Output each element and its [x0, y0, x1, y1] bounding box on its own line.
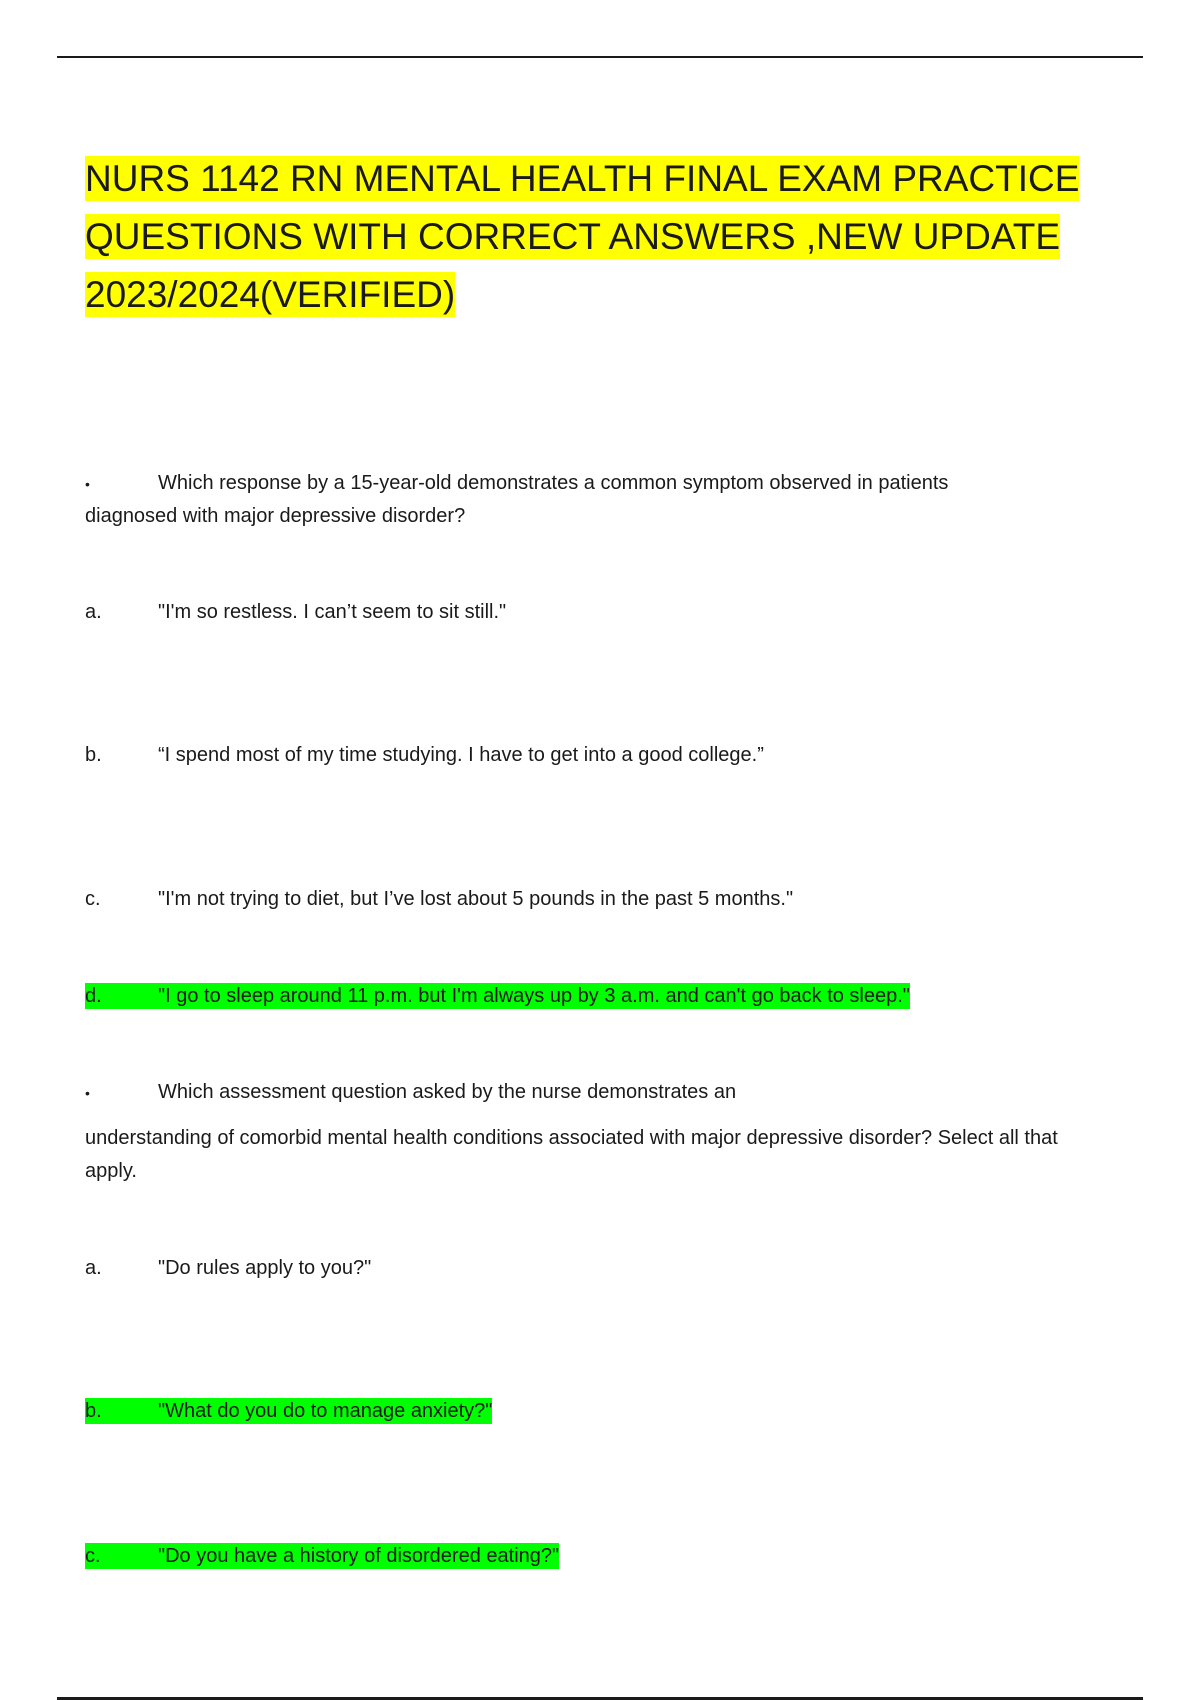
bullet-icon: •: [85, 475, 90, 492]
option-letter: c.: [85, 888, 101, 910]
option-letter: a.: [85, 1257, 102, 1279]
correct-answer-highlight: [85, 1398, 492, 1424]
question-1-option-c: [85, 886, 793, 912]
correct-answer-highlight: [85, 983, 910, 1009]
option-text: "I go to sleep around 11 p.m. but I'm always up by 3 a.m. and can't go back to sleep.": [158, 985, 910, 1007]
question-2-continuation: understanding of comorbid mental health conditions associated with major depressive disorder? Select all that apply.: [85, 1127, 1058, 1182]
question-1-option-b: [85, 742, 764, 768]
question-1-option-a: [85, 599, 506, 625]
question-1-first-line: Which response by a 15-year-old demonstrates a common symptom observed in patients: [158, 472, 949, 494]
option-text: "I'm not trying to diet, but I’ve lost about 5 pounds in the past 5 months.": [158, 888, 794, 910]
question-2-first-line: Which assessment question asked by the nurse demonstrates an: [158, 1081, 737, 1103]
option-letter: a.: [85, 601, 102, 623]
question-2-option-b-correct: [85, 1398, 492, 1424]
correct-answer-highlight: [85, 1543, 559, 1569]
option-letter: b.: [85, 1400, 102, 1422]
question-1-stem: [85, 470, 948, 497]
question-1-option-d-correct: [85, 983, 910, 1009]
title-highlight: NURS 1142 RN MENTAL HEALTH FINAL EXAM PRACTICE QUESTIONS WITH CORRECT ANSWERS ,NEW UPDATE 2023/2024(VERIFIED): [85, 158, 1080, 315]
option-text: "Do you have a history of disordered eating?": [158, 1545, 560, 1567]
top-rule: [57, 56, 1143, 58]
option-text: “I spend most of my time studying. I have to get into a good college.”: [158, 744, 764, 766]
question-1-continuation: diagnosed with major depressive disorder?: [85, 505, 466, 527]
option-text: "What do you do to manage anxiety?": [158, 1400, 493, 1422]
option-text: "I'm so restless. I can’t seem to sit still.": [158, 601, 507, 623]
question-2-option-c-correct: [85, 1543, 559, 1569]
document-title: [85, 150, 1145, 324]
bullet-icon: •: [85, 1084, 90, 1101]
question-2-option-a: [85, 1255, 371, 1281]
option-letter: b.: [85, 744, 102, 766]
option-letter: d.: [85, 985, 102, 1007]
option-text: "Do rules apply to you?": [158, 1257, 372, 1279]
option-letter: c.: [85, 1545, 101, 1567]
question-2-stem: [85, 1079, 736, 1106]
